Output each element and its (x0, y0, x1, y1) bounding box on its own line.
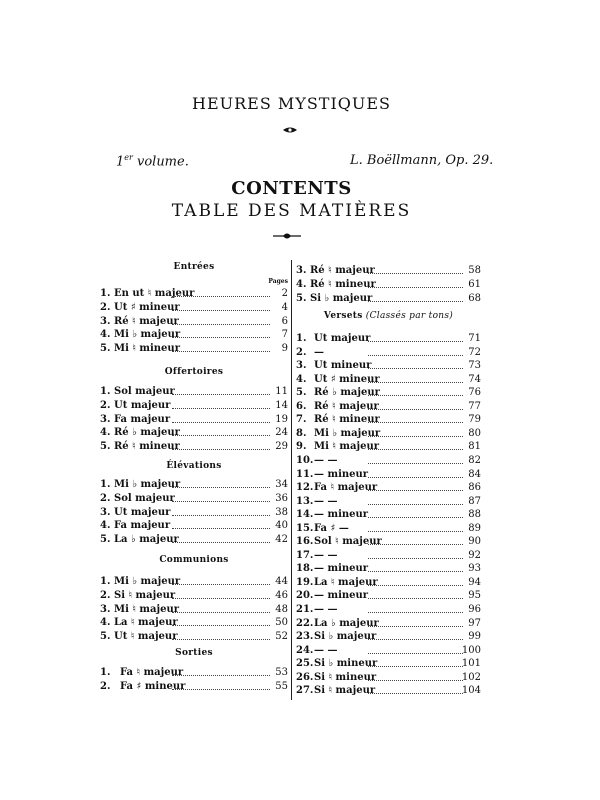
toc-row (100, 328, 288, 341)
dot-leader (368, 630, 463, 640)
toc-label: Si ♭ majeur (310, 293, 373, 304)
toc-page: 52 (275, 631, 288, 643)
toc-page: 71 (468, 333, 481, 344)
toc-label: Fa majeur (114, 413, 171, 425)
toc-number: 1. (100, 576, 111, 587)
toc-number: 11. (296, 468, 314, 480)
toc-row (100, 630, 288, 643)
toc-number: 1. (100, 288, 111, 299)
dot-leader (172, 666, 270, 676)
toc-row (296, 617, 481, 630)
toc-number: 1. (100, 386, 111, 397)
dot-leader (368, 522, 463, 532)
toc-number: 2. (100, 399, 111, 411)
toc-label: Si ♭ mineur (314, 658, 378, 670)
toc-label: Ré ♮ majeur (310, 265, 375, 276)
dot-leader (368, 535, 463, 545)
toc-page: 38 (275, 506, 288, 518)
toc-page: 86 (468, 482, 481, 494)
toc-number: 9. (296, 441, 307, 453)
toc-label: Mi ♭ majeur (314, 427, 381, 439)
toc-number: 4. (100, 617, 111, 629)
dot-leader (368, 386, 463, 396)
toc-row (100, 519, 288, 532)
toc-row (296, 481, 481, 494)
toc-number: 13. (296, 495, 314, 507)
toc-page: 68 (468, 293, 481, 304)
toc-number: 3. (100, 413, 111, 425)
column-divider (291, 260, 292, 700)
dot-leader (368, 589, 463, 599)
pages-label: Pages (268, 278, 288, 285)
toc-number: 1. (296, 333, 307, 344)
dot-leader (172, 519, 270, 529)
toc-page: 92 (468, 549, 481, 561)
toc-number: 2. (100, 680, 111, 692)
toc-number: 5. (100, 343, 111, 355)
toc-page: 82 (468, 454, 481, 466)
toc-number: 18. (296, 563, 314, 575)
toc-row (296, 495, 481, 508)
toc-page: 46 (275, 589, 288, 601)
toc-row (296, 535, 481, 548)
toc-label: La ♮ majeur (114, 617, 178, 629)
toc-row (100, 506, 288, 519)
dot-leader (172, 616, 270, 626)
toc-page: 88 (468, 509, 481, 521)
toc-page: 50 (275, 617, 288, 629)
toc-page: 74 (468, 373, 481, 385)
dot-leader (368, 427, 463, 437)
toc-page: 96 (468, 604, 481, 615)
dot-leader (368, 332, 463, 342)
toc-number: 4. (296, 279, 307, 290)
toc-label: En ut ♮ majeur (114, 288, 195, 299)
section-heading-sorties: Sorties (175, 648, 213, 658)
dot-leader (368, 508, 463, 518)
toc-page: 7 (281, 329, 288, 341)
toc-row (100, 533, 288, 546)
dot-leader (172, 575, 270, 585)
toc-row (296, 292, 481, 305)
toc-row (296, 278, 481, 291)
toc-label: Sol majeur (114, 492, 175, 504)
toc-page: 93 (468, 563, 481, 575)
dot-leader (172, 413, 270, 423)
toc-row (100, 589, 288, 602)
toc-row (100, 385, 288, 398)
toc-row (100, 680, 288, 693)
toc-number: 5. (296, 387, 307, 399)
dot-leader (172, 385, 270, 395)
composer-label: L. Boëllmann, Op. 29. (350, 153, 494, 168)
toc-row (296, 589, 481, 602)
toc-page: 42 (275, 534, 288, 546)
toc-number: 8. (296, 427, 307, 439)
toc-label: La ♭ majeur (114, 534, 179, 546)
toc-row (100, 478, 288, 491)
section-heading-communions: Communions (159, 555, 229, 565)
dot-leader (368, 264, 463, 274)
toc-number: 16. (296, 536, 314, 548)
dot-leader (368, 603, 463, 613)
toc-row (296, 671, 481, 684)
toc-number: 10. (296, 454, 314, 466)
toc-label: Si ♮ majeur (114, 589, 176, 601)
toc-row (296, 264, 481, 277)
toc-page: 36 (275, 492, 288, 504)
toc-label: Ut majeur (314, 333, 371, 344)
toc-page: 61 (468, 279, 481, 290)
toc-page: 90 (468, 536, 481, 548)
toc-row (296, 440, 481, 453)
toc-label: La ♭ majeur (314, 617, 379, 629)
toc-row (100, 315, 288, 328)
toc-label: — — (314, 644, 338, 656)
toc-label: Fa ♮ majeur (314, 482, 378, 494)
toc-page: 97 (468, 617, 481, 629)
toc-number: 1. (100, 667, 111, 678)
toc-number: 6. (296, 400, 307, 412)
toc-row (296, 332, 481, 345)
dot-leader (368, 468, 463, 478)
ornament-icon (281, 124, 299, 136)
toc-number: 17. (296, 549, 314, 561)
toc-number: 15. (296, 522, 314, 534)
dot-leader (368, 413, 463, 423)
toc-row (100, 399, 288, 412)
toc-label: Ut mineur (314, 360, 372, 372)
toc-page: 2 (281, 288, 288, 299)
toc-page: 53 (275, 667, 288, 678)
toc-row (100, 575, 288, 588)
toc-row (296, 413, 481, 426)
toc-page: 94 (468, 576, 481, 588)
toc-page: 55 (275, 680, 288, 692)
dot-leader (172, 492, 270, 502)
toc-label: Ut majeur (114, 399, 171, 411)
toc-label: Mi ♮ majeur (114, 603, 179, 615)
toc-row (100, 492, 288, 505)
toc-label: — — (314, 549, 338, 561)
dot-leader (368, 562, 463, 572)
toc-page: 24 (275, 427, 288, 439)
toc-label: Ré ♮ majeur (114, 315, 179, 327)
dot-leader (368, 576, 463, 586)
toc-row (100, 301, 288, 314)
toc-label: — mineur (314, 563, 369, 575)
dot-leader (172, 589, 270, 599)
toc-page: 48 (275, 603, 288, 615)
toc-row (296, 386, 481, 399)
toc-number: 26. (296, 671, 314, 683)
toc-page: 84 (468, 468, 481, 480)
toc-label: Ré ♮ mineur (114, 441, 180, 453)
dot-leader (172, 630, 270, 640)
toc-page: 58 (468, 265, 481, 276)
book-title: HEURES MYSTIQUES (191, 94, 392, 113)
toc-number: 4. (296, 373, 307, 385)
dot-leader (368, 440, 463, 450)
toc-page: 95 (468, 590, 481, 602)
dot-leader (172, 440, 270, 450)
toc-label: — — (314, 604, 338, 615)
toc-label: — mineur (314, 468, 369, 480)
dot-leader (172, 533, 270, 543)
toc-label: Ut ♯ mineur (114, 301, 180, 313)
dot-leader (172, 603, 270, 613)
dot-leader (368, 657, 463, 667)
toc-number: 12. (296, 482, 314, 494)
toc-label: — — (314, 454, 338, 466)
toc-number: 2. (100, 301, 111, 313)
toc-row (100, 666, 288, 679)
dot-leader (368, 481, 463, 491)
toc-label: Fa majeur (114, 520, 171, 532)
dot-leader (172, 426, 270, 436)
toc-row (100, 413, 288, 426)
dot-leader (368, 278, 463, 288)
toc-page: 100 (461, 644, 481, 656)
toc-page: 11 (275, 386, 288, 397)
toc-label: La ♮ majeur (314, 576, 378, 588)
toc-row (296, 359, 481, 372)
toc-number: 1. (100, 479, 111, 490)
toc-row (296, 630, 481, 643)
toc-page: 6 (281, 315, 288, 327)
dot-leader (368, 684, 463, 694)
toc-page: 40 (275, 520, 288, 532)
toc-number: 22. (296, 617, 314, 629)
toc-row (296, 684, 481, 697)
toc-number: 3. (100, 603, 111, 615)
dot-leader (368, 292, 463, 302)
toc-row (296, 522, 481, 535)
toc-page: 87 (468, 495, 481, 507)
volume-label: 1er volume. (116, 153, 189, 170)
toc-page: 101 (461, 658, 481, 670)
toc-row (296, 427, 481, 440)
toc-number: 24. (296, 644, 314, 656)
dot-leader (172, 287, 270, 297)
toc-page: 77 (468, 400, 481, 412)
toc-number: 4. (100, 427, 111, 439)
toc-label: Si ♮ majeur (314, 685, 376, 697)
dot-leader (368, 495, 463, 505)
toc-number: 25. (296, 658, 314, 670)
toc-label: Ré ♮ mineur (310, 279, 376, 290)
toc-number: 5. (100, 441, 111, 453)
dot-leader (172, 478, 270, 488)
toc-row (296, 400, 481, 413)
toc-label: Mi ♭ majeur (114, 479, 181, 490)
toc-label: Si ♮ mineur (314, 671, 377, 683)
toc-page: 81 (468, 441, 481, 453)
toc-page: 76 (468, 387, 481, 399)
toc-number: 3. (100, 315, 111, 327)
toc-page: 80 (468, 427, 481, 439)
toc-row (296, 468, 481, 481)
toc-page: 14 (275, 399, 288, 411)
toc-label: Ut majeur (114, 506, 171, 518)
section-heading-entrees: Entrées (173, 262, 215, 272)
toc-page: 89 (468, 522, 481, 534)
toc-label: Sol majeur (114, 386, 175, 397)
toc-label: — (314, 346, 324, 358)
toc-row (100, 287, 288, 300)
toc-row (100, 616, 288, 629)
toc-number: 20. (296, 590, 314, 602)
toc-number: 7. (296, 414, 307, 426)
toc-label: Ré ♭ majeur (114, 427, 180, 439)
toc-label: — mineur (314, 509, 369, 521)
dot-leader (172, 506, 270, 516)
toc-label: Mi ♮ mineur (114, 343, 180, 355)
toc-label: Si ♭ majeur (314, 631, 377, 643)
toc-number: 27. (296, 685, 314, 697)
toc-label: Fa ♯ — (314, 522, 349, 534)
toc-page: 73 (468, 360, 481, 372)
toc-label: Fa ♮ majeur (120, 667, 184, 678)
toc-row (100, 426, 288, 439)
dot-leader (368, 671, 463, 681)
dot-leader (368, 549, 463, 559)
toc-label: Ut ♯ mineur (314, 373, 380, 385)
toc-number: 23. (296, 631, 314, 643)
dot-leader (172, 315, 270, 325)
toc-label: Ré ♭ majeur (314, 387, 380, 399)
toc-page: 102 (461, 671, 481, 683)
dot-leader (368, 617, 463, 627)
toc-page: 9 (281, 343, 288, 355)
toc-row (296, 454, 481, 467)
toc-label: Mi ♭ majeur (114, 329, 181, 341)
toc-number: 3. (100, 506, 111, 518)
toc-label: Mi ♮ majeur (314, 441, 379, 453)
ornament-icon (272, 231, 302, 241)
dot-leader (172, 680, 270, 690)
toc-label: — — (314, 495, 338, 507)
toc-label: — mineur (314, 590, 369, 602)
toc-row (296, 549, 481, 562)
dot-leader (172, 301, 270, 311)
toc-page: 4 (281, 301, 288, 313)
dot-leader (368, 400, 463, 410)
toc-label: Ré ♮ majeur (314, 400, 379, 412)
toc-page: 29 (275, 441, 288, 453)
toc-label: Ut ♮ majeur (114, 631, 178, 643)
table-heading: TABLE DES MATIÈRES (171, 201, 412, 221)
toc-row (296, 657, 481, 670)
dot-leader (172, 399, 270, 409)
toc-number: 3. (296, 265, 307, 276)
toc-number: 14. (296, 509, 314, 521)
contents-heading: CONTENTS (231, 178, 352, 199)
toc-row (296, 373, 481, 386)
toc-page: 104 (461, 685, 481, 697)
toc-label: Mi ♭ majeur (114, 576, 181, 587)
toc-number: 4. (100, 329, 111, 341)
toc-row (100, 603, 288, 616)
dot-leader (172, 342, 270, 352)
toc-page: 99 (468, 631, 481, 643)
dot-leader (368, 373, 463, 383)
toc-row (296, 576, 481, 589)
toc-number: 5. (296, 293, 307, 304)
toc-row (296, 644, 481, 657)
toc-number: 5. (100, 631, 111, 643)
toc-label: Fa ♯ mineur (120, 680, 186, 692)
toc-label: Sol ♮ majeur (314, 536, 382, 548)
toc-number: 2. (100, 492, 111, 504)
toc-number: 5. (100, 534, 111, 546)
toc-page: 34 (275, 479, 288, 490)
section-heading-elevations: Élévations (166, 461, 222, 471)
toc-row (296, 603, 481, 616)
toc-number: 2. (100, 589, 111, 601)
toc-page: 72 (468, 346, 481, 358)
dot-leader (368, 454, 463, 464)
toc-number: 21. (296, 604, 314, 615)
dot-leader (368, 359, 463, 369)
toc-row (100, 440, 288, 453)
toc-number: 2. (296, 346, 307, 358)
toc-row (100, 342, 288, 355)
toc-number: 4. (100, 520, 111, 532)
toc-number: 19. (296, 576, 314, 588)
toc-row (296, 562, 481, 575)
toc-label: Ré ♮ mineur (314, 414, 380, 426)
toc-row (296, 346, 481, 359)
toc-row (296, 508, 481, 521)
toc-number: 3. (296, 360, 307, 372)
dot-leader (368, 346, 463, 356)
toc-page: 19 (275, 413, 288, 425)
dot-leader (368, 644, 463, 654)
dot-leader (172, 328, 270, 338)
section-heading-offertoires: Offertoires (164, 367, 224, 377)
section-heading-versets: Versets (Classés par tons) (323, 311, 454, 321)
toc-page: 44 (275, 576, 288, 587)
toc-page: 79 (468, 414, 481, 426)
